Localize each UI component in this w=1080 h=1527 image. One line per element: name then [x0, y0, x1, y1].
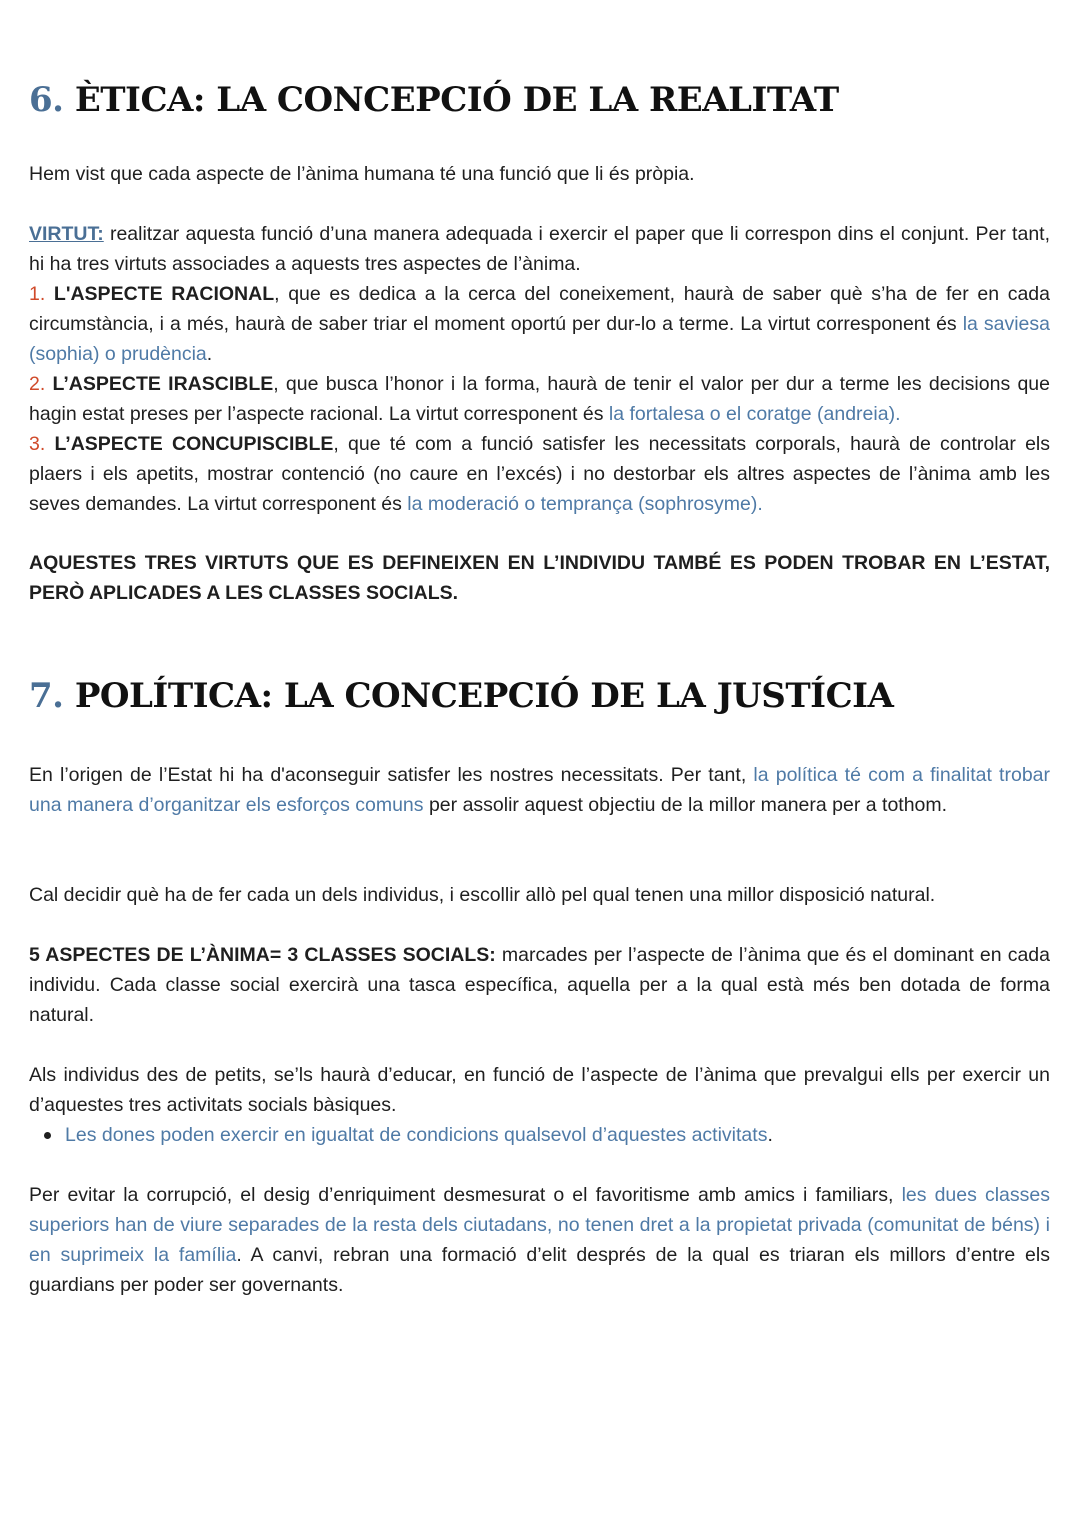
virtut-label: VIRTUT: — [29, 223, 104, 245]
classes-label: 5 ASPECTES DE L’ÀNIMA= 3 CLASSES SOCIALS: — [29, 944, 496, 966]
item-number: 1. — [29, 283, 46, 305]
virtut-text: realitzar aquesta funció d’una manera adequada i exercir el paper que li correspon dins el conjunt. Per tant, hi ha tres virtuts associades a aquests tres aspectes de l’ànima. — [29, 223, 1050, 275]
aspect-label: L’ASPECTE IRASCIBLE — [52, 373, 274, 395]
intro-paragraph: Hem vist que cada aspecte de l’ànima humana té una funció que li és pròpia. — [29, 163, 695, 185]
item-number: 3. — [29, 433, 46, 455]
virtue-name: la saviesa (sophia) o prudència — [29, 313, 1050, 365]
section-7-title: POLÍTICA: LA CONCEPCIÓ DE LA JUSTÍCIA — [74, 676, 894, 716]
section-6-title: ÈTICA: LA CONCEPCIÓ DE LA REALITAT — [74, 80, 839, 120]
bullet-list — [29, 1120, 1050, 1150]
state-origin-paragraph: En l’origen de l’Estat hi ha d'aconseguir satisfer les nostres necessitats. Per tant, la política té com a finalitat trobar una manera d’organitzar els esforços comuns per assolir aquest objectiu de la millor manera per a tothom. — [29, 764, 1050, 816]
virtue-name: la fortalesa o el coratge (andreia). — [608, 403, 901, 425]
virtue-name: la moderació o temprança (sophrosyme). — [407, 493, 763, 515]
aspect-irascible: 2. L’ASPECTE IRASCIBLE, que busca l’honor i la forma, haurà de tenir el valor per dur a terme les decisions que hagin estat preses per l’aspecte racional. La virtut corresponent és la fortalesa o el coratge (andreia). — [29, 373, 1050, 425]
virtue-section — [29, 219, 1050, 519]
conclusion-paragraph: AQUESTES TRES VIRTUTS QUE ES DEFINEIXEN EN L’INDIVIDU TAMBÉ ES PODEN TROBAR EN L’ESTAT, PERÒ APLICADES A LES CLASSES SOCIALS. — [29, 552, 1050, 604]
aspect-label: L'ASPECTE RACIONAL — [53, 283, 275, 305]
decision-paragraph: Cal decidir què ha de fer cada un dels individus, i escollir allò pel qual tenen una millor disposició natural. — [29, 884, 936, 906]
aspect-concupiscible: 3. L’ASPECTE CONCUPISCIBLE, que té com a funció satisfer les necessitats corporals, haurà de controlar els plaers i els apetits, mostrar contenció (no caure en l’excés) i no destorbar els altres aspectes de l’ànima amb les seves demandes. La virtut corresponent és la moderació o temprança (sophrosyme). — [29, 433, 1050, 515]
virtut-definition — [29, 219, 1050, 279]
guardian-rules: les dues classes superiors han de viure separades de la resta dels ciutadans, no tenen dret a la propietat privada (comunitat de béns) i en suprimeix la família — [29, 1184, 1050, 1266]
section-7-heading — [29, 676, 893, 716]
section-6-heading — [29, 80, 839, 120]
politics-purpose: la política té com a finalitat trobar una manera d’organitzar els esforços comuns — [29, 764, 1050, 816]
social-classes-paragraph: 5 ASPECTES DE L’ÀNIMA= 3 CLASSES SOCIALS: marcades per l’aspecte de l’ànima que és el dominant en cada individu. Cada classe social exercirà una tasca específica, aquella per a la qual està més ben dotada de forma natural. — [29, 944, 1050, 1026]
aspect-label: L’ASPECTE CONCUPISCIBLE — [54, 433, 334, 455]
education-paragraph: Als individus des de petits, se’ls haurà d’educar, en funció de l’aspecte de l’ànima que prevalgui ells per exercir un d’aquestes tres activitats socials bàsiques. Les dones poden exercir en igualtat de condicions qualsevol d’aquestes activitats. — [29, 1060, 1050, 1150]
section-6-number: 6. — [29, 80, 64, 120]
aspect-rational: 1. L'ASPECTE RACIONAL, que es dedica a la cerca del coneixement, haurà de saber què s’ha de fer en cada circumstància, i a més, haurà de saber triar el moment oportú per dur-lo a terme. La virtut corresponent és la saviesa (sophia) o prudència. — [29, 283, 1051, 365]
list-item: Les dones poden exercir en igualtat de condicions qualsevol d’aquestes activitats. — [65, 1120, 1050, 1150]
corruption-paragraph: Per evitar la corrupció, el desig d’enriquiment desmesurat o el favoritisme amb amics i familiars, les dues classes superiors han de viure separades de la resta dels ciutadans, no tenen dret a la propietat privada (comunitat de béns) i en suprimeix la família. A canvi, rebran una formació d’elit després de la qual es triaran els millors d’entre els guardians per poder ser governants. — [29, 1184, 1050, 1296]
item-number: 2. — [29, 373, 46, 395]
section-7-number: 7. — [29, 676, 64, 716]
